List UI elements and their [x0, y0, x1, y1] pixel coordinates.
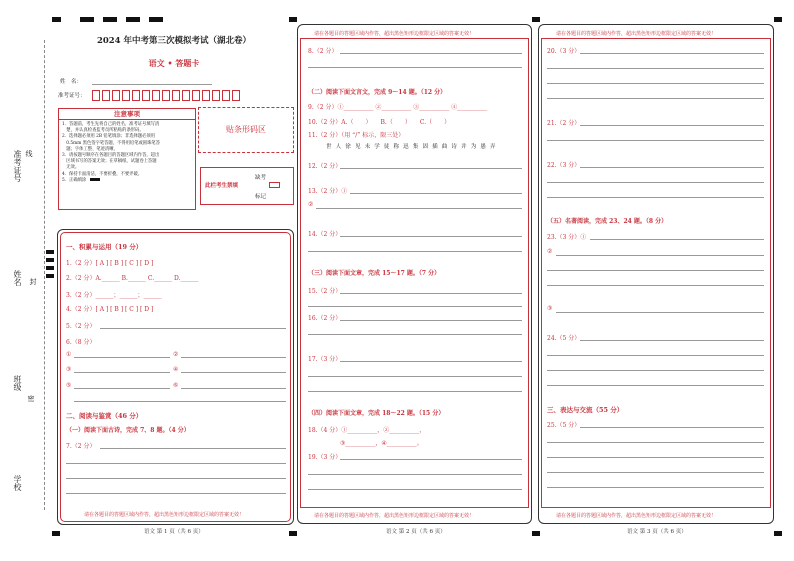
- answer-line[interactable]: [74, 357, 170, 358]
- answer-line[interactable]: [308, 474, 522, 475]
- answer-line[interactable]: [547, 442, 764, 443]
- absent-label: 缺考: [255, 175, 267, 181]
- q18-part-2[interactable]: ③__________，④__________。: [340, 440, 423, 447]
- answer-line[interactable]: [74, 372, 170, 373]
- notice-title: 注意事项: [59, 109, 195, 120]
- subsection-2-title: （二）阅读下面文言文，完成 9～14 题。（12 分）: [308, 89, 447, 96]
- notice-line: 无效。: [62, 165, 80, 171]
- answer-line[interactable]: [547, 68, 764, 69]
- side-label-seal: 封: [29, 278, 37, 285]
- timing-mark: [149, 17, 163, 22]
- timing-mark: [103, 17, 117, 22]
- answer-line[interactable]: [308, 376, 522, 377]
- q25: 25.（5 分）: [547, 422, 581, 429]
- notice-line: 4．保持卡面清洁，不要折叠，不要弄破。: [62, 171, 143, 177]
- answer-line[interactable]: [547, 457, 764, 458]
- q1-options[interactable]: 1.（2 分）[ A ] [ B ] [ C ] [ D ]: [66, 260, 154, 267]
- notice-line: 1．答题前，考生先将自己的姓名，准考证号填写清: [62, 122, 160, 127]
- answer-line[interactable]: [547, 98, 764, 99]
- id-digit-box[interactable]: [182, 90, 190, 101]
- answer-line[interactable]: [316, 208, 522, 209]
- id-digit-box[interactable]: [192, 90, 200, 101]
- answer-line[interactable]: [547, 197, 764, 198]
- timing-mark: [46, 250, 54, 254]
- absent-mark-label: 标记: [255, 194, 267, 200]
- id-digit-box[interactable]: [102, 90, 110, 101]
- q13: 13.（2 分）①: [308, 188, 348, 195]
- answer-line[interactable]: [308, 391, 522, 392]
- q6-item-6: ⑥: [173, 382, 179, 389]
- q2[interactable]: 2.（2 分）A.______ B.______ C.______ D.______: [66, 275, 199, 282]
- filled-sample-icon: [90, 178, 100, 181]
- q6-item-4: ④: [173, 366, 179, 373]
- notice-line: 0.5mm 黑色签字笔答题，不得用铅笔或圆珠笔答: [62, 140, 160, 146]
- q6-item-2: ②: [173, 351, 179, 358]
- q4-options[interactable]: 4.（2 分）[ A ] [ B ] [ C ] [ D ]: [66, 306, 154, 313]
- q16: 16.（2 分）: [308, 315, 342, 322]
- timing-mark: [52, 531, 60, 536]
- answer-line[interactable]: [547, 182, 764, 183]
- q22: 22.（3 分）: [547, 162, 581, 169]
- section-3-title: 三、表达与交流（55 分）: [547, 406, 624, 414]
- notice-line: 2．选择题必须用 2B 铅笔填涂；非选择题必须用: [62, 134, 155, 140]
- answer-line[interactable]: [340, 168, 522, 169]
- page-footer-3: 语文 第 3 页（共 6 页）: [627, 529, 687, 535]
- answer-line[interactable]: [181, 372, 286, 373]
- answer-line[interactable]: [308, 489, 522, 490]
- id-digit-box[interactable]: [112, 90, 120, 101]
- notice-line: 题；字体工整、笔迹清晰。: [62, 146, 118, 152]
- page-subtitle: 语文 • 答题卡: [148, 58, 200, 68]
- q11: 11.（2 分）（用 “/” 标示，限三处）: [308, 132, 405, 139]
- page-footer-1: 语文 第 1 页（共 6 页）: [144, 529, 204, 535]
- side-label-name: 姓名: [13, 270, 22, 286]
- id-digit-box[interactable]: [202, 90, 210, 101]
- notice-line: 区域书写的答案无效；在草稿纸、试题卷上答题: [62, 159, 157, 165]
- q10[interactable]: 10.（2 分）A.（ ） B.（ ） C.（ ）: [308, 119, 451, 126]
- answer-line[interactable]: [340, 236, 522, 237]
- name-label: 姓 名：: [60, 79, 83, 85]
- q13-item-2: ②: [308, 201, 314, 208]
- q15: 15.（2 分）: [308, 288, 342, 295]
- q6-item-3: ③: [66, 366, 72, 373]
- answer-line[interactable]: [308, 67, 522, 68]
- page-title: 2024 年中考第三次模拟考试（湖北卷）: [96, 36, 252, 46]
- answer-line[interactable]: [547, 472, 764, 473]
- q6: 6.（8 分）: [66, 339, 96, 346]
- answer-line[interactable]: [74, 401, 286, 402]
- side-label-line: 线: [25, 150, 33, 157]
- timing-mark: [289, 531, 297, 536]
- subsection-5-title: （五）名著阅读，完成 23、24 题。（8 分）: [547, 218, 668, 225]
- id-digit-box[interactable]: [132, 90, 140, 101]
- absent-note: 此栏考生禁填: [205, 183, 239, 189]
- id-digit-box[interactable]: [162, 90, 170, 101]
- answer-line[interactable]: [66, 493, 286, 494]
- side-label-secret: 密: [27, 395, 35, 402]
- timing-mark: [46, 274, 54, 278]
- answer-line[interactable]: [547, 285, 764, 286]
- subsection-3-title: （三）阅读下面文章，完成 15～17 题。（7 分）: [308, 270, 441, 277]
- notice-box: [58, 108, 196, 210]
- barcode-label: 贴条形码区: [226, 125, 266, 134]
- answer-line[interactable]: [181, 388, 286, 389]
- q23-item-2: ②: [547, 248, 553, 255]
- section-1-title: 一、积累与运用（19 分）: [66, 243, 143, 251]
- q21: 21.（2 分）: [547, 120, 581, 127]
- answer-line[interactable]: [100, 448, 286, 449]
- answer-line[interactable]: [547, 385, 764, 386]
- answer-line[interactable]: [590, 239, 764, 240]
- answer-line[interactable]: [308, 306, 522, 307]
- answer-line[interactable]: [580, 125, 764, 126]
- timing-mark: [289, 17, 297, 22]
- answer-line[interactable]: [340, 293, 522, 294]
- binding-line: [44, 40, 45, 510]
- q7: 7.（2 分）: [66, 443, 96, 450]
- timing-mark: [80, 17, 94, 22]
- timing-mark: [774, 531, 782, 536]
- answer-line[interactable]: [547, 270, 764, 271]
- boundary-warning: 请在各题目的答题区域内作答，超出黑色矩形边框限定区域的答案无效！: [314, 513, 475, 519]
- answer-region-3-inner: [541, 38, 771, 508]
- answer-line[interactable]: [580, 427, 764, 428]
- id-digit-box[interactable]: [232, 90, 240, 101]
- answer-line[interactable]: [547, 83, 764, 84]
- answer-line[interactable]: [580, 167, 764, 168]
- answer-line[interactable]: [66, 478, 286, 479]
- q5: 5.（2 分）: [66, 323, 96, 330]
- answer-line[interactable]: [580, 340, 764, 341]
- side-label-class: 班级: [13, 375, 22, 391]
- answer-line[interactable]: [340, 53, 522, 54]
- answer-line[interactable]: [547, 140, 764, 141]
- id-digit-box[interactable]: [122, 90, 130, 101]
- timing-mark: [532, 17, 540, 22]
- subsection-1-title: （一）阅读下面古诗，完成 7、8 题。（4 分）: [66, 427, 190, 434]
- id-digit-box[interactable]: [222, 90, 230, 101]
- notice-line: 楚，并认真检查监考员所粘贴的条形码。: [62, 128, 144, 134]
- answer-line[interactable]: [340, 459, 522, 460]
- q12: 12.（2 分）: [308, 163, 342, 170]
- answer-line[interactable]: [340, 361, 522, 362]
- boundary-warning: 请在各题目的答题区域内作答，超出黑色矩形边框限定区域的答案无效！: [556, 31, 717, 37]
- q23-item-3: ③: [547, 305, 553, 312]
- barcode-area: [198, 107, 294, 153]
- answer-line[interactable]: [308, 334, 522, 335]
- id-digit-box[interactable]: [92, 90, 100, 101]
- id-digit-box[interactable]: [142, 90, 150, 101]
- page-footer-2: 语文 第 2 页（共 6 页）: [386, 529, 446, 535]
- answer-line[interactable]: [66, 463, 286, 464]
- answer-line[interactable]: [580, 53, 764, 54]
- section-2-title: 二、阅读与鉴赏（46 分）: [66, 412, 143, 420]
- q19: 19.（3 分）: [308, 454, 342, 461]
- q20: 20.（3 分）: [547, 48, 581, 55]
- q18[interactable]: 18.（4 分）①__________，②__________，: [308, 427, 426, 434]
- answer-line[interactable]: [74, 388, 170, 389]
- q23: 23.（3 分）①: [547, 234, 587, 241]
- answer-line[interactable]: [547, 370, 764, 371]
- absent-box: [200, 167, 294, 205]
- q9[interactable]: 9.（2 分）①__________ ②__________ ③__________ ④__________: [308, 104, 488, 111]
- timing-mark: [46, 258, 54, 262]
- timing-mark: [774, 17, 782, 22]
- q6-item-5: ⑤: [66, 382, 72, 389]
- answer-line[interactable]: [556, 255, 764, 256]
- answer-line[interactable]: [308, 251, 522, 252]
- q24: 24.（5 分）: [547, 335, 581, 342]
- answer-line[interactable]: [556, 312, 764, 313]
- q11-sentence[interactable]: 世 人 徐 见 未 学 徒 称 迅 集 固 插 曲 诗 并 为 愚 弄: [326, 144, 497, 150]
- id-label: 准考证号：: [58, 93, 86, 99]
- subsection-4-title: （四）阅读下面文章，完成 18～22 题。（15 分）: [308, 410, 445, 417]
- id-digit-box[interactable]: [172, 90, 180, 101]
- boundary-warning: 请在各题目的答题区域内作答，超出黑色矩形边框限定区域的答案无效！: [314, 31, 475, 37]
- boundary-warning: 请在各题目的答题区域内作答，超出黑色矩形边框限定区域的答案无效！: [84, 512, 245, 518]
- id-digit-box[interactable]: [152, 90, 160, 101]
- notice-line: 5．正确填涂: [62, 178, 195, 184]
- timing-mark: [532, 531, 540, 536]
- answer-line[interactable]: [350, 193, 522, 194]
- timing-mark: [126, 17, 140, 22]
- q6-item-1: ①: [66, 351, 72, 358]
- answer-line[interactable]: [340, 320, 522, 321]
- q14: 14.（2 分）: [308, 231, 342, 238]
- q8: 8.（2 分）: [308, 48, 338, 55]
- notice-line: 3．请按题号顺序在各题目的答题区域内作答，超出: [62, 153, 160, 159]
- answer-line[interactable]: [547, 487, 764, 488]
- absent-checkbox[interactable]: [269, 182, 280, 188]
- side-label-id: 准考证号: [13, 150, 22, 182]
- id-digit-box[interactable]: [212, 90, 220, 101]
- answer-line[interactable]: [181, 357, 286, 358]
- timing-mark: [52, 17, 61, 22]
- timing-mark: [46, 266, 54, 270]
- answer-line[interactable]: [100, 328, 286, 329]
- side-label-school: 学校: [13, 475, 22, 491]
- boundary-warning: 请在各题目的答题区域内作答，超出黑色矩形边框限定区域的答案无效！: [556, 513, 717, 519]
- q3[interactable]: 3.（2 分）______；______；______: [66, 292, 162, 299]
- name-field[interactable]: [92, 84, 212, 85]
- q17: 17.（3 分）: [308, 356, 342, 363]
- answer-line[interactable]: [547, 355, 764, 356]
